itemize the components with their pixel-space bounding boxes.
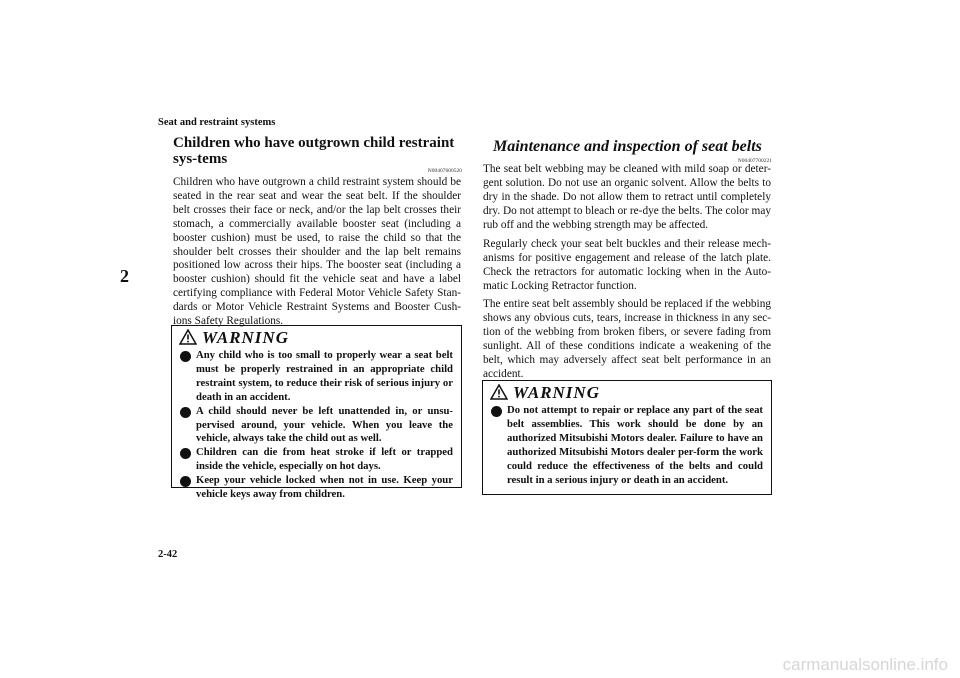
warning-triangle-icon — [490, 384, 508, 400]
warning-box-repair — [482, 380, 772, 495]
warning-item: Do not attempt to repair or replace any part of the seat belt assemblies. This work should be done by an authorized Mitsubishi Motors dealer. Failure to have an authorized Mitsubishi Motors dealer per-form the work could reduce the effectiveness of the belts and could result in a serious injury or death in an accident. — [491, 404, 763, 487]
paragraph-replacement: The entire seat belt assembly should be replaced if the webbing shows any obvious cuts, tears, increase in thickness in any sec-tion of the webbing from broken fibers, or severe fading from sunlight. All of these conditions indicate a weakening of the belt, which may adversely affect seat belt performance in an accident. — [483, 298, 771, 380]
warning-triangle-icon — [179, 329, 197, 345]
paragraph-cleaning: The seat belt webbing may be cleaned with mild soap or deter-gent solution. Do not use an organic solvent. Allow the belts to dry in the shade. Do not allow them to retract until completely dry. Do not attempt to bleach or re-dye the belts. The color may rub off and the webbing strength may be affected. — [483, 163, 771, 231]
page-number: 2-42 — [158, 549, 178, 560]
watermark: carmanualsonline.info — [782, 655, 948, 674]
warning-item: Any child who is too small to properly wear a seat belt must be properly restrained in an appropriate child restraint system, to reduce their risk of serious injury or death in an accident. — [180, 349, 453, 405]
warning-title: WARNING — [513, 383, 600, 402]
warning-item: Children can die from heat stroke if left or trapped inside the vehicle, especially on hot days. — [180, 446, 453, 474]
bullet-icon — [180, 476, 191, 487]
paragraph-regular-check: Regularly check your seat belt buckles and their release mech-anisms for positive engagement and release of the latch plate. Check the retractors for automatic locking when in the Auto-matic Locking Retractor function. — [483, 238, 771, 292]
bullet-icon — [491, 406, 502, 417]
warning-list — [180, 349, 453, 502]
warning-header — [172, 326, 461, 348]
bullet-icon — [180, 351, 191, 362]
section-code: N00407700221 — [737, 158, 772, 164]
warning-list — [491, 404, 763, 487]
warning-title: WARNING — [202, 328, 289, 347]
bullet-icon — [180, 448, 191, 459]
paragraph-booster-seat: Children who have outgrown a child restraint system should be seated in the rear seat and wear the seat belt. If the shoulder belt crosses their face or neck, and/or the lap belt crosses their stomach, a commercially available booster seat (including a booster cushion) must be used, to raise the child so that the shoulder belt crosses their shoulder and the lap belt remains positioned low across their hips. The booster seat (including a booster cushion) should fit the vehicle seat and have a label certifying compliance with Federal Motor Vehicle Safety Stan-dards or Motor Vehicle Restraint Systems and Booster Cush-ions Safety Regulations. — [173, 176, 461, 328]
warning-item: A child should never be left unattended in, or unsu-pervised around, your vehicle. When you leave the vehicle, always take the child out as well. — [180, 405, 453, 447]
warning-item: Keep your vehicle locked when not in use. Keep your vehicle keys away from children. — [180, 474, 453, 502]
chapter-tab-number: 2 — [120, 266, 129, 286]
warning-box-children — [171, 325, 462, 501]
section-code: N00407600520 — [427, 168, 462, 174]
heading-maintenance: Maintenance and inspection of seat belts — [493, 138, 762, 155]
section-header: Seat and restraint systems — [158, 117, 276, 128]
bullet-icon — [180, 407, 191, 418]
heading-children-outgrown: Children who have outgrown child restraint sys-tems — [173, 135, 455, 167]
warning-header — [483, 381, 771, 403]
